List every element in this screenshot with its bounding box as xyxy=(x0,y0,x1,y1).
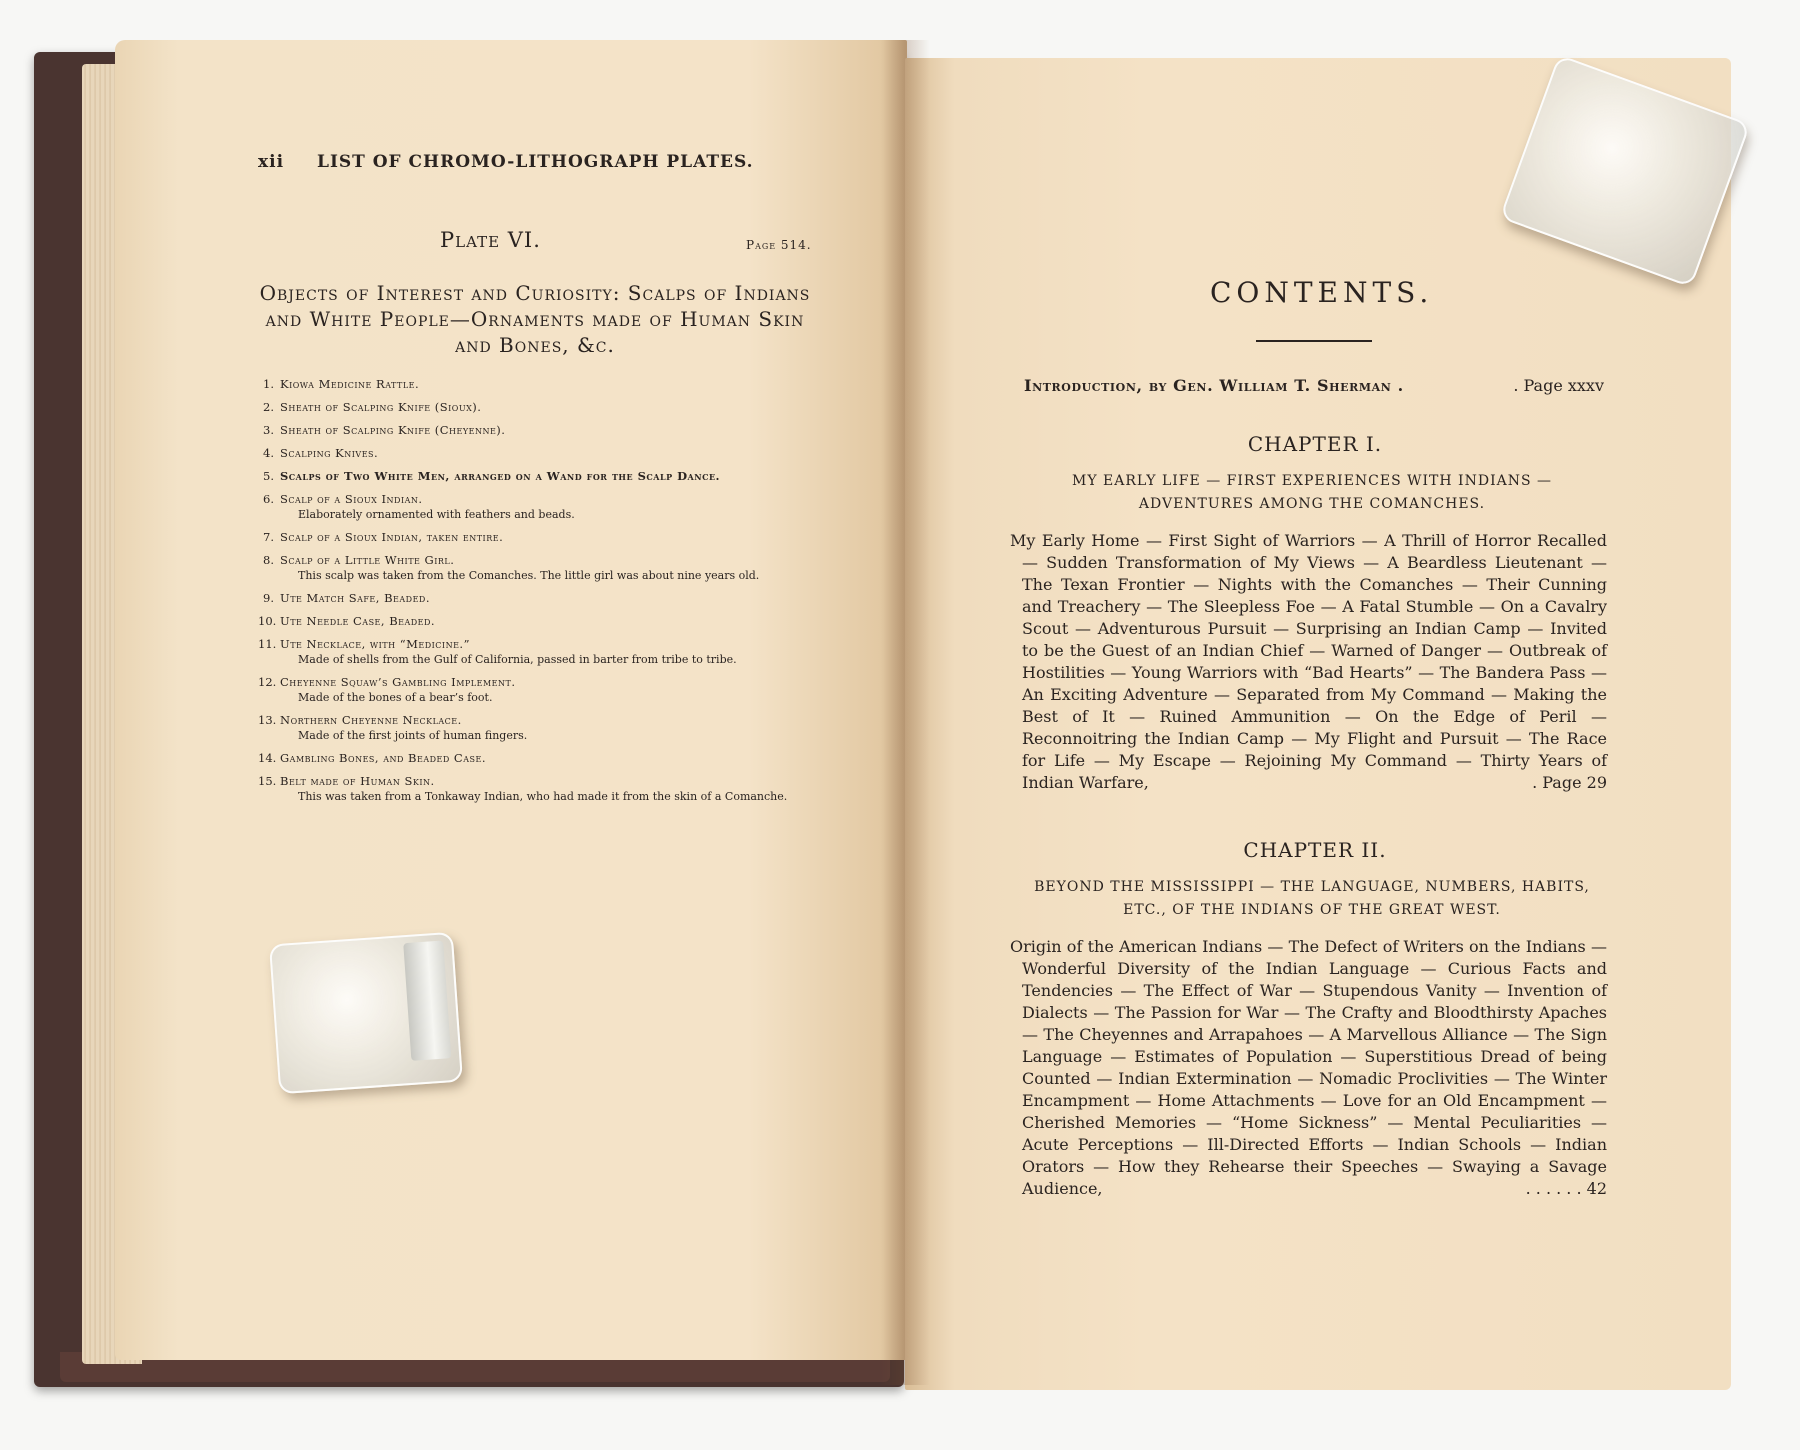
list-item: 11. Ute Necklace, with “Medicine.” Made of shells from the Gulf of California, passed in barter from tribe to tribe. xyxy=(258,637,737,666)
title-rule xyxy=(1256,340,1372,342)
chapter-1-subtitle: MY EARLY LIFE — FIRST EXPERIENCES WITH INDIANS — ADVENTURES AMONG THE COMANCHES. xyxy=(1071,473,1552,512)
list-item: 1. Kiowa Medicine Rattle. xyxy=(263,377,420,391)
list-item: 6. Scalp of a Sioux Indian. Elaborately ornamented with feathers and beads. xyxy=(263,492,575,521)
plate-caption: Objects of Interest and Curiosity: Scalps of Indians and White People—Ornaments made of Human Skin and Bones, &c. xyxy=(259,281,811,357)
list-item: 8. Scalp of a Little White Girl. This scalp was taken from the Comanches. The little girl was about nine years old. xyxy=(263,553,760,582)
chapter-2-subtitle: BEYOND THE MISSISSIPPI — THE LANGUAGE, NUMBERS, HABITS, ETC., OF THE INDIANS OF THE GREAT WEST. xyxy=(1034,879,1590,918)
list-item: 2. Sheath of Scalping Knife (Sioux). xyxy=(263,400,482,414)
list-item: 10. Ute Needle Case, Beaded. xyxy=(258,614,436,628)
plate-items-list xyxy=(258,376,818,811)
list-item: 14. Gambling Bones, and Beaded Case. xyxy=(258,751,486,765)
list-item: 5. Scalps of Two White Men, arranged on a Wand for the Scalp Dance. xyxy=(263,469,721,483)
list-item: 9. Ute Match Safe, Beaded. xyxy=(263,591,430,605)
running-head xyxy=(258,152,818,172)
page-number: xii xyxy=(258,152,285,172)
intro-entry xyxy=(1024,376,1604,395)
glass-page-weight xyxy=(269,932,463,1094)
chapter-2-page: . . . . . . 42 xyxy=(1525,1179,1607,1198)
list-item: 4. Scalping Knives. xyxy=(263,446,379,460)
chapter-1-title: CHAPTER I. xyxy=(1247,432,1383,456)
list-item: 3. Sheath of Scalping Knife (Cheyenne). xyxy=(263,423,506,437)
contents-title: CONTENTS. xyxy=(1210,276,1434,309)
list-item: 7. Scalp of a Sioux Indian, taken entire. xyxy=(263,530,504,544)
intro-label: Introduction, by Gen. William T. Sherman . xyxy=(1024,376,1404,395)
list-item: 12. Cheyenne Squaw’s Gambling Implement. Made of the bones of a bear’s foot. xyxy=(258,675,516,704)
chapter-2-summary: Origin of the American Indians — The Defect of Writers on the Indians — Wonderful Diversity of the Indian Language — Curious Facts and Tendencies — The Effect of War — Stupendous Vanity — Invention of Dialects — The Passion for War — The Crafty and Bloodthirsty Apaches — The Cheyennes and Arrapahoes — A Marvellous Alliance — The Sign Language — Estimates of Population — Superstitious Dread of being Counted — Indian Extermination — Nomadic Proclivities — The Winter Encampment — Home Attachments — Love for an Old Encampment — Cherished Memories — “Home Sickness” — Mental Peculiarities — Acute Perceptions — Ill-Directed Efforts — Indian Schools — Indian Orators — How they Rehearse their Speeches — Swaying a Savage Audience, . . . . . . 42 xyxy=(1010,937,1607,1198)
chapter-2-title: CHAPTER II. xyxy=(1243,838,1387,862)
book-gutter xyxy=(880,40,930,1385)
plate-title: Plate VI. xyxy=(440,228,541,252)
intro-page: . Page xxxv xyxy=(1513,376,1604,395)
list-item: 13. Northern Cheyenne Necklace. Made of the first joints of human fingers. xyxy=(258,713,528,742)
plate-page-ref: Page 514. xyxy=(746,238,812,252)
chapter-1-summary: My Early Home — First Sight of Warriors — A Thrill of Horror Recalled — Sudden Transformation of My Views — A Beardless Lieutenant — The Texan Frontier — Nights with the Comanches — Their Cunning and Treachery — The Sleepless Foe — A Fatal Stumble — On a Cavalry Scout — Adventurous Pursuit — Surprising an Indian Camp — Invited to be the Guest of an Indian Chief — Warned of Danger — Outbreak of Hostilities — Young Warriors with “Bad Hearts” — The Bandera Pass — An Exciting Adventure — Separated from My Command — Making the Best of It — Ruined Ammunition — On the Edge of Peril — Reconnoitring the Indian Camp — My Flight and Pursuit — The Race for Life — My Escape — Rejoining My Command — Thirty Years of Indian Warfare, . Page 29 xyxy=(1010,531,1607,792)
list-item: 15. Belt made of Human Skin. This was taken from a Tonkaway Indian, who had made it from the skin of a Comanche. xyxy=(258,774,788,803)
chapter-1-page: . Page 29 xyxy=(1532,773,1607,792)
running-head-title: LIST OF CHROMO-LITHOGRAPH PLATES. xyxy=(316,152,754,172)
